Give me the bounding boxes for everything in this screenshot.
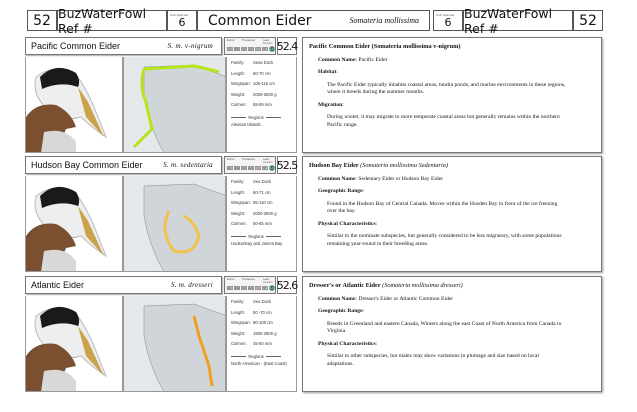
range-map-illustration [124, 296, 226, 392]
heading-2: Migration: [318, 101, 344, 108]
status-nt: NT [263, 287, 267, 290]
subspecies-abbr: S. m. dresseri [170, 281, 213, 289]
heading-2-text: Physical Characteristics [318, 220, 376, 227]
range-map [123, 296, 226, 392]
status-ex: EX [228, 48, 232, 51]
ref-code-value: 52.4 [276, 39, 298, 53]
weight-label: Weight: [231, 210, 246, 216]
heading-1: Habitat: [318, 69, 338, 76]
weight-label: Weight: [231, 91, 246, 97]
heading-1-text: Geographic Range [318, 308, 363, 315]
threatened-label: Threatened [242, 39, 255, 42]
status-lc: LC [270, 287, 274, 290]
subspecies-name: Hudson Bay Common Eider [31, 160, 143, 170]
wingspan-label: Wingspan: [231, 200, 251, 205]
common-name: Common Eider [208, 12, 312, 29]
bird-image [25, 296, 123, 392]
common-name-value: : Pacific Eider [355, 56, 388, 63]
length-label: Length: [231, 189, 245, 195]
sub-species-label: Sub Species [170, 12, 189, 17]
subspecies-abbr: S. m. v-nigrum [167, 42, 213, 50]
culmen-label: Culmen: [231, 221, 247, 226]
heading-1-text: Geographic Range [318, 188, 363, 195]
subspecies-title-bar [25, 156, 222, 174]
status-lc: LC [270, 167, 274, 170]
status-categories [227, 47, 275, 52]
culmen-label: Culmen: [231, 341, 247, 346]
family-label: Family: [231, 60, 245, 65]
stats-panel [226, 176, 297, 272]
least-concern-label: Least Concern [263, 39, 273, 45]
sub-species-label: Sub Species [436, 12, 455, 17]
conservation-status [224, 156, 276, 174]
title-text: Pacific Common Eider (Somateria mollissima v-nigrum) [309, 43, 461, 50]
page-number: 52 [579, 12, 597, 29]
ref-code-value: 52.6 [276, 278, 298, 292]
subspecies-name: Pacific Common Eider [31, 41, 121, 51]
regions-value: North American - (East Coast) [231, 360, 287, 366]
status-cr: CR [242, 167, 246, 170]
regions-label: Regions [248, 233, 264, 239]
common-name-label: Common Name [318, 175, 356, 182]
length-label: Length: [231, 70, 245, 76]
status-cr: CR [242, 48, 246, 51]
heading-2-text: Migration [318, 101, 343, 108]
wingspan-value: 90-100 cm [253, 320, 273, 325]
heading-2: Physical Characteristics: [318, 340, 378, 347]
status-vu: VU [256, 287, 260, 290]
paragraph-1: The Pacific Eider typically inhabits coastal areas, tundra ponds, and marine environments in these regions, where it breeds during the summer months. [327, 81, 566, 96]
stats-panel [226, 57, 297, 153]
description-title [309, 162, 595, 171]
least-concern-label: Least Concern [263, 278, 273, 284]
title-text: Dresser's or Atlantic Eider [309, 282, 383, 289]
wingspan-label: Wingspan: [231, 81, 251, 86]
ref-label: BuzWaterFowl Ref # [464, 5, 553, 36]
range-map-illustration [124, 176, 226, 272]
range-map-illustration [124, 57, 226, 153]
page-number: 52 [33, 12, 51, 29]
range-map [123, 57, 226, 153]
status-nt: NT [263, 167, 267, 170]
description-panel [302, 156, 602, 272]
subspecies-abbr: S. m. sedentaria [163, 161, 213, 169]
length-value: 60-70 cm [253, 70, 271, 76]
heading-1-text: Habitat [318, 69, 337, 76]
common-name-value: : Sedentary Eider or Hudson Bay Eider [355, 175, 444, 182]
length-value: 60-71 cm [253, 189, 271, 195]
culmen-value: 55-65 mm [253, 102, 272, 107]
subspecies-name: Atlantic Eider [31, 280, 85, 290]
subspecies-section [25, 156, 602, 272]
title-text: Hudson Bay Eider [309, 162, 361, 169]
scientific-name: Somateria mollissima [349, 16, 419, 25]
paragraph-2: Similar to the nominate subspecies, but generally considered to be less migratory, with some populations remaining year-round in their breeding areas. [327, 233, 562, 247]
bird-image [25, 57, 123, 153]
title-italic: (Somateria mollissima Sedentaria) [360, 162, 448, 169]
status-categories [227, 166, 275, 171]
family-value: Sea Duck [253, 179, 272, 184]
common-name-line [318, 57, 595, 65]
status-ew: EW [235, 287, 240, 290]
subspecies-section [25, 276, 602, 392]
eider-heads-illustration [26, 176, 123, 272]
heading-1: Geographic Range: [318, 188, 365, 195]
paragraph-2: Similar to other subspecies, but males may show variations in plumage and size based on local adaptations. [327, 353, 539, 367]
status-en: EN [249, 48, 253, 51]
heading-2: Physical Characteristics: [318, 220, 378, 227]
header-species-name [197, 10, 430, 31]
header-ref-right [463, 5, 573, 36]
regions-label: Regions [248, 114, 264, 120]
extinct-label: Extinct [227, 278, 235, 281]
weight-value: 2000-3000 g [253, 91, 277, 97]
common-name-line [318, 176, 595, 184]
status-vu: VU [256, 167, 260, 170]
common-name-line [318, 296, 595, 304]
regions-divider [231, 353, 281, 362]
culmen-label: Culmen: [231, 102, 247, 107]
culmen-value: 45-50 mm [253, 341, 272, 346]
subspecies-section [25, 37, 602, 153]
culmen-value: 50-65 mm [253, 221, 272, 226]
extinct-label: Extinct [227, 39, 235, 42]
sub-species-count: 6 [178, 15, 186, 29]
status-en: EN [249, 167, 253, 170]
status-ew: EW [235, 48, 240, 51]
eider-heads-illustration [26, 296, 123, 392]
length-value: 50 -70 cm [253, 309, 272, 315]
stats-panel [226, 296, 297, 392]
description-panel [302, 276, 602, 392]
paragraph-1: Found in the Hudson Bay of Central Canada. Moves within the Husden Bay in front of the ice freezing over the bay. [327, 200, 558, 215]
wingspan-value: 105-115 cm [253, 81, 275, 86]
weight-label: Weight: [231, 330, 246, 336]
wingspan-label: Wingspan: [231, 320, 251, 325]
description-title [309, 43, 595, 52]
header-page-number-right [573, 10, 603, 31]
heading-1: Geographic Range: [318, 308, 365, 315]
threatened-label: Threatened [242, 278, 255, 281]
regions-divider [231, 233, 281, 242]
length-label: Length: [231, 309, 245, 315]
status-ex: EX [228, 167, 232, 170]
sub-species-count: 6 [444, 15, 452, 29]
description-panel [302, 37, 602, 153]
common-name-label: Common Name [318, 295, 356, 302]
header-subspecies-right [433, 10, 463, 31]
regions-divider [231, 114, 281, 123]
regions-value: Hudsonbay and James Bay [231, 240, 283, 246]
common-name-label: Common Name [318, 56, 356, 63]
status-ew: EW [235, 167, 240, 170]
regions-value: Aleutian Islands [231, 121, 261, 127]
ref-code-value: 52.5 [276, 158, 298, 172]
header-page-number-left [27, 10, 57, 31]
weight-value: 2000-3000 g [253, 210, 277, 216]
status-vu: VU [256, 48, 260, 51]
subspecies-title-bar [25, 276, 222, 294]
conservation-status [224, 37, 276, 55]
header-subspecies-left [167, 10, 197, 31]
ref-code [277, 276, 297, 294]
least-concern-label: Least Concern [263, 158, 273, 164]
eider-heads-illustration [26, 57, 123, 153]
status-nt: NT [263, 48, 267, 51]
bird-image [25, 176, 123, 272]
status-categories [227, 286, 275, 291]
status-ex: EX [228, 287, 232, 290]
threatened-label: Threatened [242, 158, 255, 161]
range-map [123, 176, 226, 272]
ref-code [277, 37, 297, 55]
paragraph-1: Breeds in Greenland and eastern Canada, Winters along the east Coast of North America from Canada to Virginia [327, 320, 562, 335]
conservation-status [224, 276, 276, 294]
status-lc: LC [270, 48, 274, 51]
paragraph-2: During winter, it may migrate to more temperate coastal areas but generally remains within the northern Pacific range. [327, 114, 560, 128]
header-ref-left [57, 5, 167, 36]
family-value: Sea Duck [253, 299, 272, 304]
subspecies-title-bar [25, 37, 222, 55]
status-cr: CR [242, 287, 246, 290]
regions-label: Regions [248, 353, 264, 359]
wingspan-value: 95-110 cm [253, 200, 273, 205]
title-italic: (Somateria mollissima dresseri) [382, 282, 463, 289]
weight-value: 1800-2800 g [253, 330, 277, 336]
description-title [309, 282, 595, 291]
common-name-value: : Dresser's Eider or Atlantic Common Eider [355, 295, 454, 302]
family-value: Seas Duck [253, 60, 274, 65]
extinct-label: Extinct [227, 158, 235, 161]
heading-2-text: Physical Characteristics [318, 340, 376, 347]
status-en: EN [249, 287, 253, 290]
family-label: Family: [231, 179, 245, 184]
ref-code [277, 156, 297, 174]
ref-label: BuzWaterFowl Ref # [58, 5, 147, 36]
family-label: Family: [231, 299, 245, 304]
